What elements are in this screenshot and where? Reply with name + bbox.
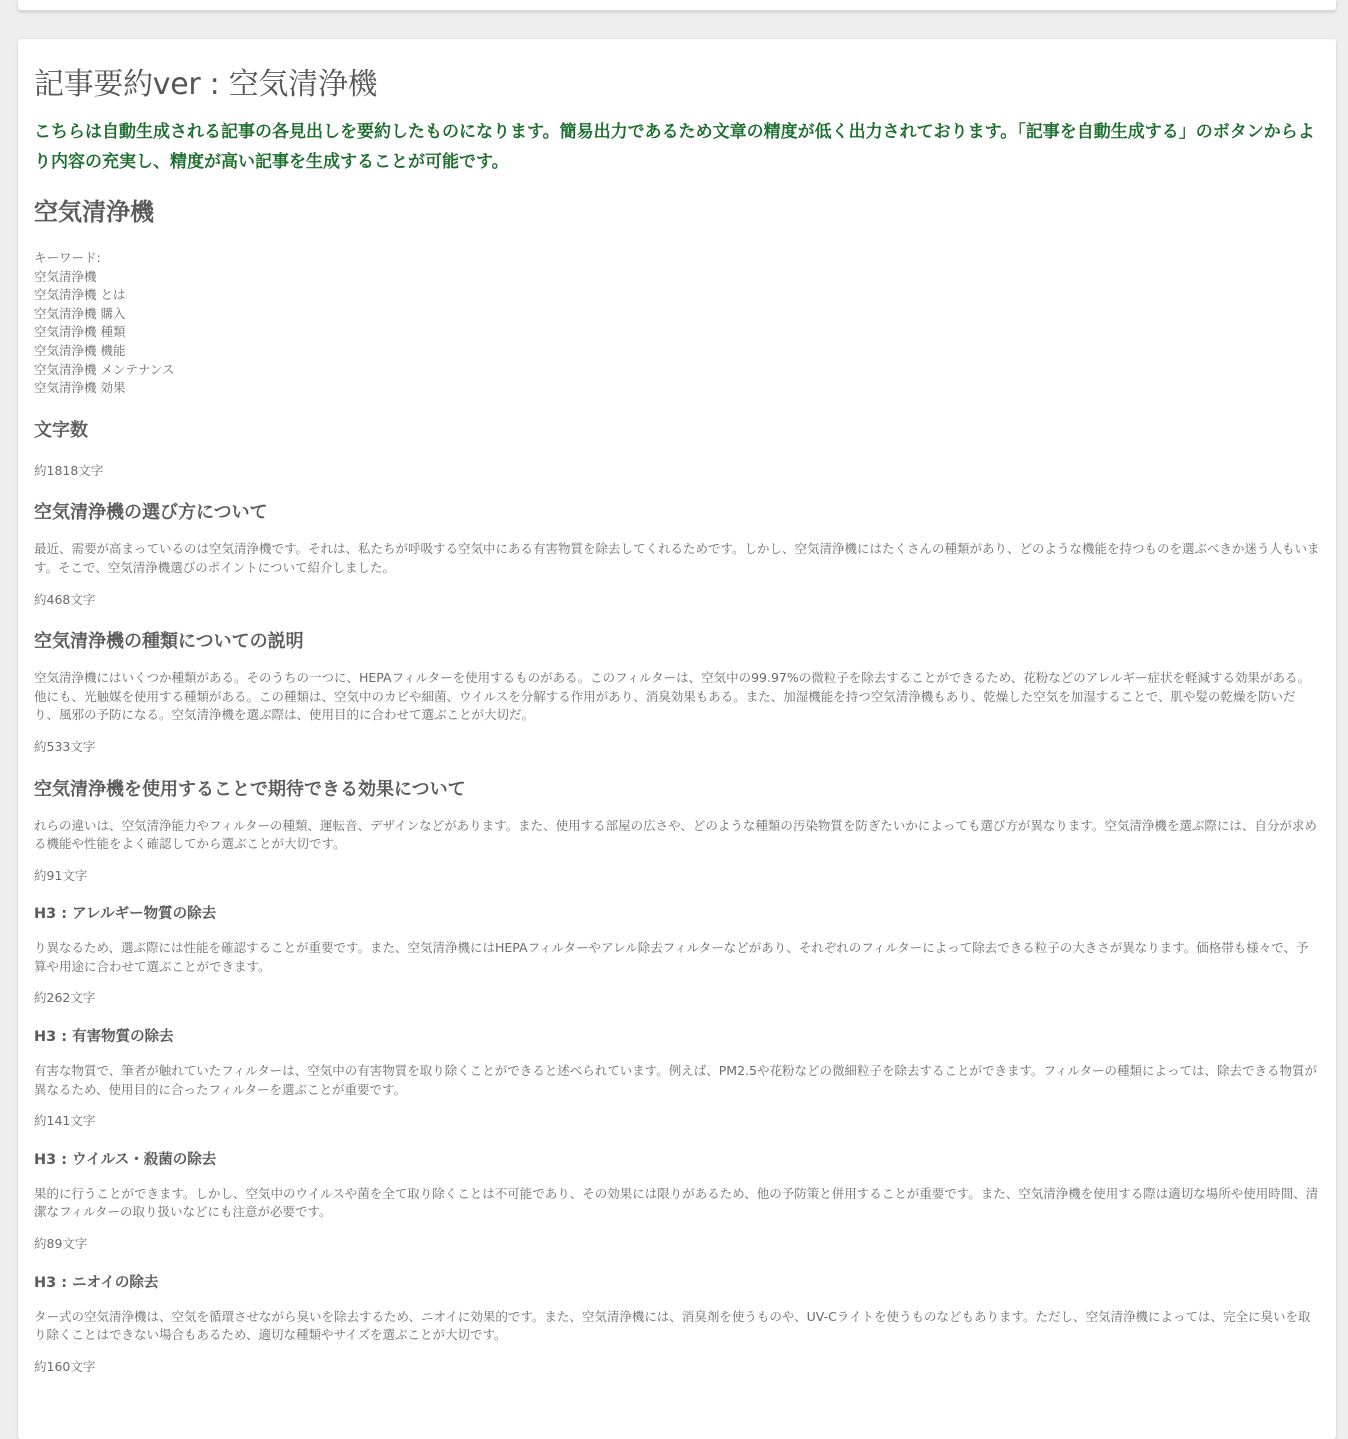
subsection-char-count: 約262文字 bbox=[34, 990, 96, 1006]
char-count-heading: 文字数 bbox=[34, 419, 88, 441]
summary-card bbox=[18, 39, 1336, 1439]
section-text: 最近、需要が高まっているのは空気清浄機です。それは、私たちが呼吸する空気中にある有害物質を除去してくれるためです。しかし、空気清浄機にはたくさんの種類があり、どのような機能を持つものを選ぶべきか迷う人もいます。そこで、空気清浄機選びのポイントについて紹介しました。 bbox=[34, 541, 1320, 575]
keyword-item: 空気清浄機 とは bbox=[34, 287, 126, 303]
section-char-count: 約91文字 bbox=[34, 867, 88, 883]
page-title: 記事要約ver : 空気清浄機 bbox=[34, 67, 378, 102]
subsection-char-count: 約89文字 bbox=[34, 1236, 88, 1252]
keyword-item: 空気清浄機 bbox=[34, 268, 97, 284]
previous-card bbox=[18, 0, 1336, 11]
auto-generated-notice: こちらは自動生成される記事の各見出しを要約したものになります。簡易出力であるため文章の精度が低く出力されております。「記事を自動生成する」のボタンからより内容の充実し、精度が高い記事を生成することが可能です。 bbox=[34, 122, 1315, 172]
keyword-item: 空気清浄機 購入 bbox=[34, 305, 126, 321]
keyword-item: 空気清浄機 種類 bbox=[34, 324, 126, 340]
subsection-heading: H3 : ウイルス・殺菌の除去 bbox=[34, 1151, 217, 1168]
section-text: 空気清浄機にはいくつか種類がある。そのうちの一つに、HEPAフィルターを使用するものがある。このフィルターは、空気中の99.97%の微粒子を除去することができるため、花粉などのアレルギー症状を軽減する効果がある。他にも、光触媒を使用する種類がある。この種類は、空気中のカビや細菌、ウイルスを分解する作用があり、消臭効果もある。また、加湿機能を持つ空気清浄機もあり、乾燥した空気を加湿することで、肌や髪の乾燥を防いだり、風邪の予防になる。空気清浄機を選ぶ際は、使用目的に合わせて選ぶことが大切だ。 bbox=[34, 670, 1310, 723]
section-text: れらの違いは、空気清浄能力やフィルターの種類、運転音、デザインなどがあります。また、使用する部屋の広さや、どのような種類の汚染物質を防ぎたいかによっても選び方が異なります。空気清浄機を選ぶ際には、自分が求める機能や性能をよく確認してから選ぶことが大切です。 bbox=[34, 817, 1317, 852]
subsection-heading: H3 : アレルギー物質の除去 bbox=[34, 906, 217, 923]
section-heading: 空気清浄機の選び方について bbox=[34, 502, 268, 524]
section-char-count: 約468文字 bbox=[34, 591, 96, 607]
section-heading: 空気清浄機の種類についての説明 bbox=[34, 631, 304, 653]
subsection-heading: H3 : 有害物質の除去 bbox=[34, 1029, 174, 1046]
keyword-list bbox=[34, 249, 1320, 398]
keyword-item: 空気清浄機 メンテナンス bbox=[34, 361, 175, 377]
subsection-heading: H3 : ニオイの除去 bbox=[34, 1274, 159, 1291]
subsection-text: 果的に行うことができます。しかし、空気中のウイルスや菌を全て取り除くことは不可能であり、その効果には限りがあるため、他の予防策と併用することが重要です。また、空気清浄機を使用する際は適切な場所や使用時間、清潔なフィルターの取り扱いなどにも注意が必要です。 bbox=[34, 1185, 1319, 1220]
main-heading: 空気清浄機 bbox=[34, 198, 154, 226]
subsection-text: ター式の空気清浄機は、空気を循環させながら臭いを除去するため、ニオイに効果的です。また、空気清浄機には、消臭剤を使うものや、UV-Cライトを使うものなどもあります。ただし、空気清浄機によっては、完全に臭いを取り除くことはできない場合もあるため、適切な種類やサイズを選ぶことが大切です。 bbox=[34, 1308, 1311, 1343]
total-char-count: 約1818文字 bbox=[34, 462, 104, 478]
subsection-char-count: 約141文字 bbox=[34, 1113, 96, 1129]
section-heading: 空気清浄機を使用することで期待できる効果について bbox=[34, 778, 466, 800]
keyword-item: 空気清浄機 機能 bbox=[34, 342, 126, 358]
section-char-count: 約533文字 bbox=[34, 738, 96, 754]
subsection-char-count: 約160文字 bbox=[34, 1358, 96, 1374]
subsection-text: 有害な物質で、筆者が触れていたフィルターは、空気中の有害物質を取り除くことができると述べられています。例えば、PM2.5や花粉などの微細粒子を除去することができます。フィルターの種類によっては、除去できる物質が異なるため、使用目的に合ったフィルターを選ぶことが重要です。 bbox=[34, 1063, 1317, 1097]
subsection-text: り異なるため、選ぶ際には性能を確認することが重要です。また、空気清浄機にはHEPAフィルターやアレル除去フィルターなどがあり、それぞれのフィルターによって除去できる粒子の大きさが異なります。価格帯も様々で、予算や用途に合わせて選ぶことができます。 bbox=[34, 940, 1309, 974]
keyword-item: 空気清浄機 効果 bbox=[34, 380, 126, 396]
keyword-label: キーワード: bbox=[34, 250, 101, 265]
